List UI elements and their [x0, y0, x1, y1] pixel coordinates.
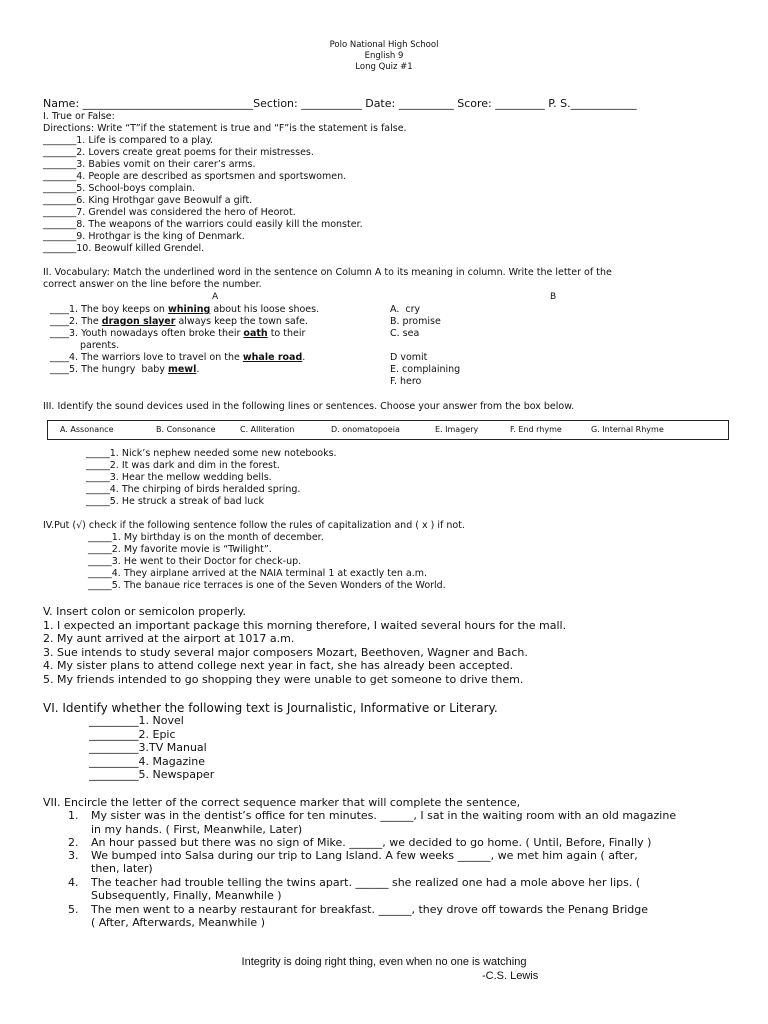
tf-item: _______2. Lovers create great poems for their mistresses.: [43, 147, 314, 158]
choice-onomatopoeia: D. onomatopoeia: [331, 425, 400, 434]
punctuation-item: 4. My sister plans to attend college next year in fact, she has already been accepted.: [43, 659, 514, 672]
underlined-word: mewl: [167, 364, 197, 375]
choice-internal-rhyme: G. Internal Rhyme: [591, 425, 664, 434]
sound-device-item: _____3. Hear the mellow wedding bells.: [86, 472, 272, 483]
vocab-item: ____1. The boy keeps on whining about his loose shoes.: [50, 304, 320, 315]
capitalization-item: _____4. They airplane arrived at the NAIA terminal 1 at exactly ten a.m.: [88, 568, 428, 579]
vocab-choice: F. hero: [390, 376, 422, 387]
column-b-header: B: [550, 292, 557, 302]
tf-item: _______6. King Hrothgar gave Beowulf a gift.: [43, 195, 253, 206]
section4-title: IV.Put (√) check if the following sentence follow the rules of capitalization and ( x ) if not.: [43, 520, 465, 531]
sound-device-item: _____2. It was dark and dim in the forest.: [86, 460, 280, 471]
section6-title: VI. Identify whether the following text is Journalistic, Informative or Literary.: [43, 701, 498, 715]
sequence-item-cont: ( After, Afterwards, Meanwhile ): [91, 916, 265, 929]
sequence-item-number: 2.: [68, 836, 79, 849]
quiz-title: Long Quiz #1: [355, 62, 413, 72]
section3-title: III. Identify the sound devices used in the following lines or sentences. Choose your answer from the box below.: [43, 401, 575, 412]
punctuation-item: 3. Sue intends to study several major composers Mozart, Beethoven, Wagner and Bach.: [43, 646, 528, 659]
section1-title: I. True or False:: [43, 111, 115, 122]
vocab-choice: B. promise: [390, 316, 441, 327]
text-type-item: _________4. Magazine: [89, 755, 206, 768]
student-info-line: Name: _______________________________Section: ___________ Date: __________ Score: _________ P. S.____________: [43, 97, 637, 110]
section5-title: V. Insert colon or semicolon properly.: [43, 605, 246, 618]
section1-directions: Directions: Write “T”if the statement is true and “F”is the statement is false.: [43, 123, 407, 134]
text-type-item: _________3.TV Manual: [89, 741, 207, 754]
sequence-item-cont: then, later): [91, 862, 153, 875]
sequence-item-number: 5.: [68, 903, 79, 916]
vocab-choice: D vomit: [390, 352, 428, 363]
choice-assonance: A. Assonance: [60, 425, 114, 434]
sound-device-item: _____5. He struck a streak of bad luck: [86, 496, 265, 507]
sequence-item-number: 1.: [68, 809, 79, 822]
text-type-item: _________1. Novel: [89, 714, 184, 727]
subject-name: English 9: [364, 51, 404, 61]
vocab-item: ____3. Youth nowadays often broke their oath to their: [50, 328, 306, 339]
vocab-choice: C. sea: [390, 328, 420, 339]
answer-choice-box: [47, 420, 729, 440]
tf-item: _______3. Babies vomit on their carer’s arms.: [43, 159, 256, 170]
vocab-item: ____4. The warriors love to travel on the whale road.: [50, 352, 306, 363]
tf-item: _______8. The weapons of the warriors could easily kill the monster.: [43, 219, 363, 230]
column-a-header: A: [212, 292, 219, 302]
vocab-item: ____2. The dragon slayer always keep the town safe.: [50, 316, 308, 327]
underlined-word: oath: [243, 328, 268, 339]
capitalization-item: _____5. The banaue rice terraces is one of the Seven Wonders of the World.: [88, 580, 446, 591]
sequence-item: The men went to a nearby restaurant for breakfast. ______, they drove off towards the Penang Bridge: [91, 903, 649, 916]
quote-author: -C.S. Lewis: [482, 970, 539, 982]
punctuation-item: 2. My aunt arrived at the airport at 1017 a.m.: [43, 632, 295, 645]
punctuation-item: 5. My friends intended to go shopping they were unable to get someone to drive them.: [43, 673, 524, 686]
capitalization-item: _____1. My birthday is on the month of december.: [88, 532, 324, 543]
choice-imagery: E. Imagery: [435, 425, 479, 434]
tf-item: _______4. People are described as sportsmen and sportswomen.: [43, 171, 347, 182]
underlined-word: whale road: [242, 352, 303, 363]
choice-end-rhyme: F. End rhyme: [510, 425, 562, 434]
text-type-item: _________5. Newspaper: [89, 768, 215, 781]
capitalization-item: _____2. My favorite movie is “Twilight”.: [88, 544, 272, 555]
sequence-item-number: 3.: [68, 849, 79, 862]
punctuation-item: 1. I expected an important package this morning therefore, I waited several hours for the mall.: [43, 619, 567, 632]
sound-device-item: _____1. Nick’s nephew needed some new notebooks.: [86, 448, 337, 459]
vocab-item: ____5. The hungry baby mewl.: [50, 364, 200, 375]
tf-item: _______10. Beowulf killed Grendel.: [43, 243, 205, 254]
school-name: Polo National High School: [329, 40, 439, 50]
sound-device-item: _____4. The chirping of birds heralded spring.: [86, 484, 301, 495]
choice-consonance: B. Consonance: [156, 425, 216, 434]
sequence-item-cont: in my hands. ( First, Meanwhile, Later): [91, 823, 303, 836]
tf-item: _______9. Hrothgar is the king of Denmark.: [43, 231, 245, 242]
tf-item: _______5. School-boys complain.: [43, 183, 196, 194]
sequence-item-cont: Subsequently, Finally, Meanwhile ): [91, 889, 282, 902]
underlined-word: dragon slayer: [101, 316, 176, 327]
choice-alliteration: C. Alliteration: [240, 425, 295, 434]
sequence-item: My sister was in the dentist’s office for ten minutes. ______, I sat in the waiting room with an old magazine: [91, 809, 677, 822]
section7-title: VII. Encircle the letter of the correct sequence marker that will complete the sentence,: [43, 796, 521, 809]
section2-title-cont: correct answer on the line before the number.: [43, 279, 262, 290]
tf-item: _______1. Life is compared to a play.: [43, 135, 213, 146]
capitalization-item: _____3. He went to their Doctor for check-up.: [88, 556, 302, 567]
sequence-item: An hour passed but there was no sign of Mike. ______, we decided to go home. ( Until, Before, Finally ): [91, 836, 652, 849]
sequence-item: The teacher had trouble telling the twins apart. ______ she realized one had a mole above her lips. (: [91, 876, 641, 889]
integrity-quote: Integrity is doing right thing, even when no one is watching: [241, 956, 527, 968]
vocab-choice: A. cry: [390, 304, 421, 315]
underlined-word: whining: [167, 304, 211, 315]
sequence-item: We bumped into Salsa during our trip to Lang Island. A few weeks ______, we met him again ( after,: [91, 849, 638, 862]
vocab-choice: E. complaining: [390, 364, 461, 375]
sequence-item-number: 4.: [68, 876, 79, 889]
tf-item: _______7. Grendel was considered the hero of Heorot.: [43, 207, 296, 218]
text-type-item: _________2. Epic: [89, 728, 176, 741]
section2-title: II. Vocabulary: Match the underlined word in the sentence on Column A to its meaning in column. Write the letter of the: [43, 267, 612, 278]
vocab-item-cont: parents.: [80, 340, 120, 351]
